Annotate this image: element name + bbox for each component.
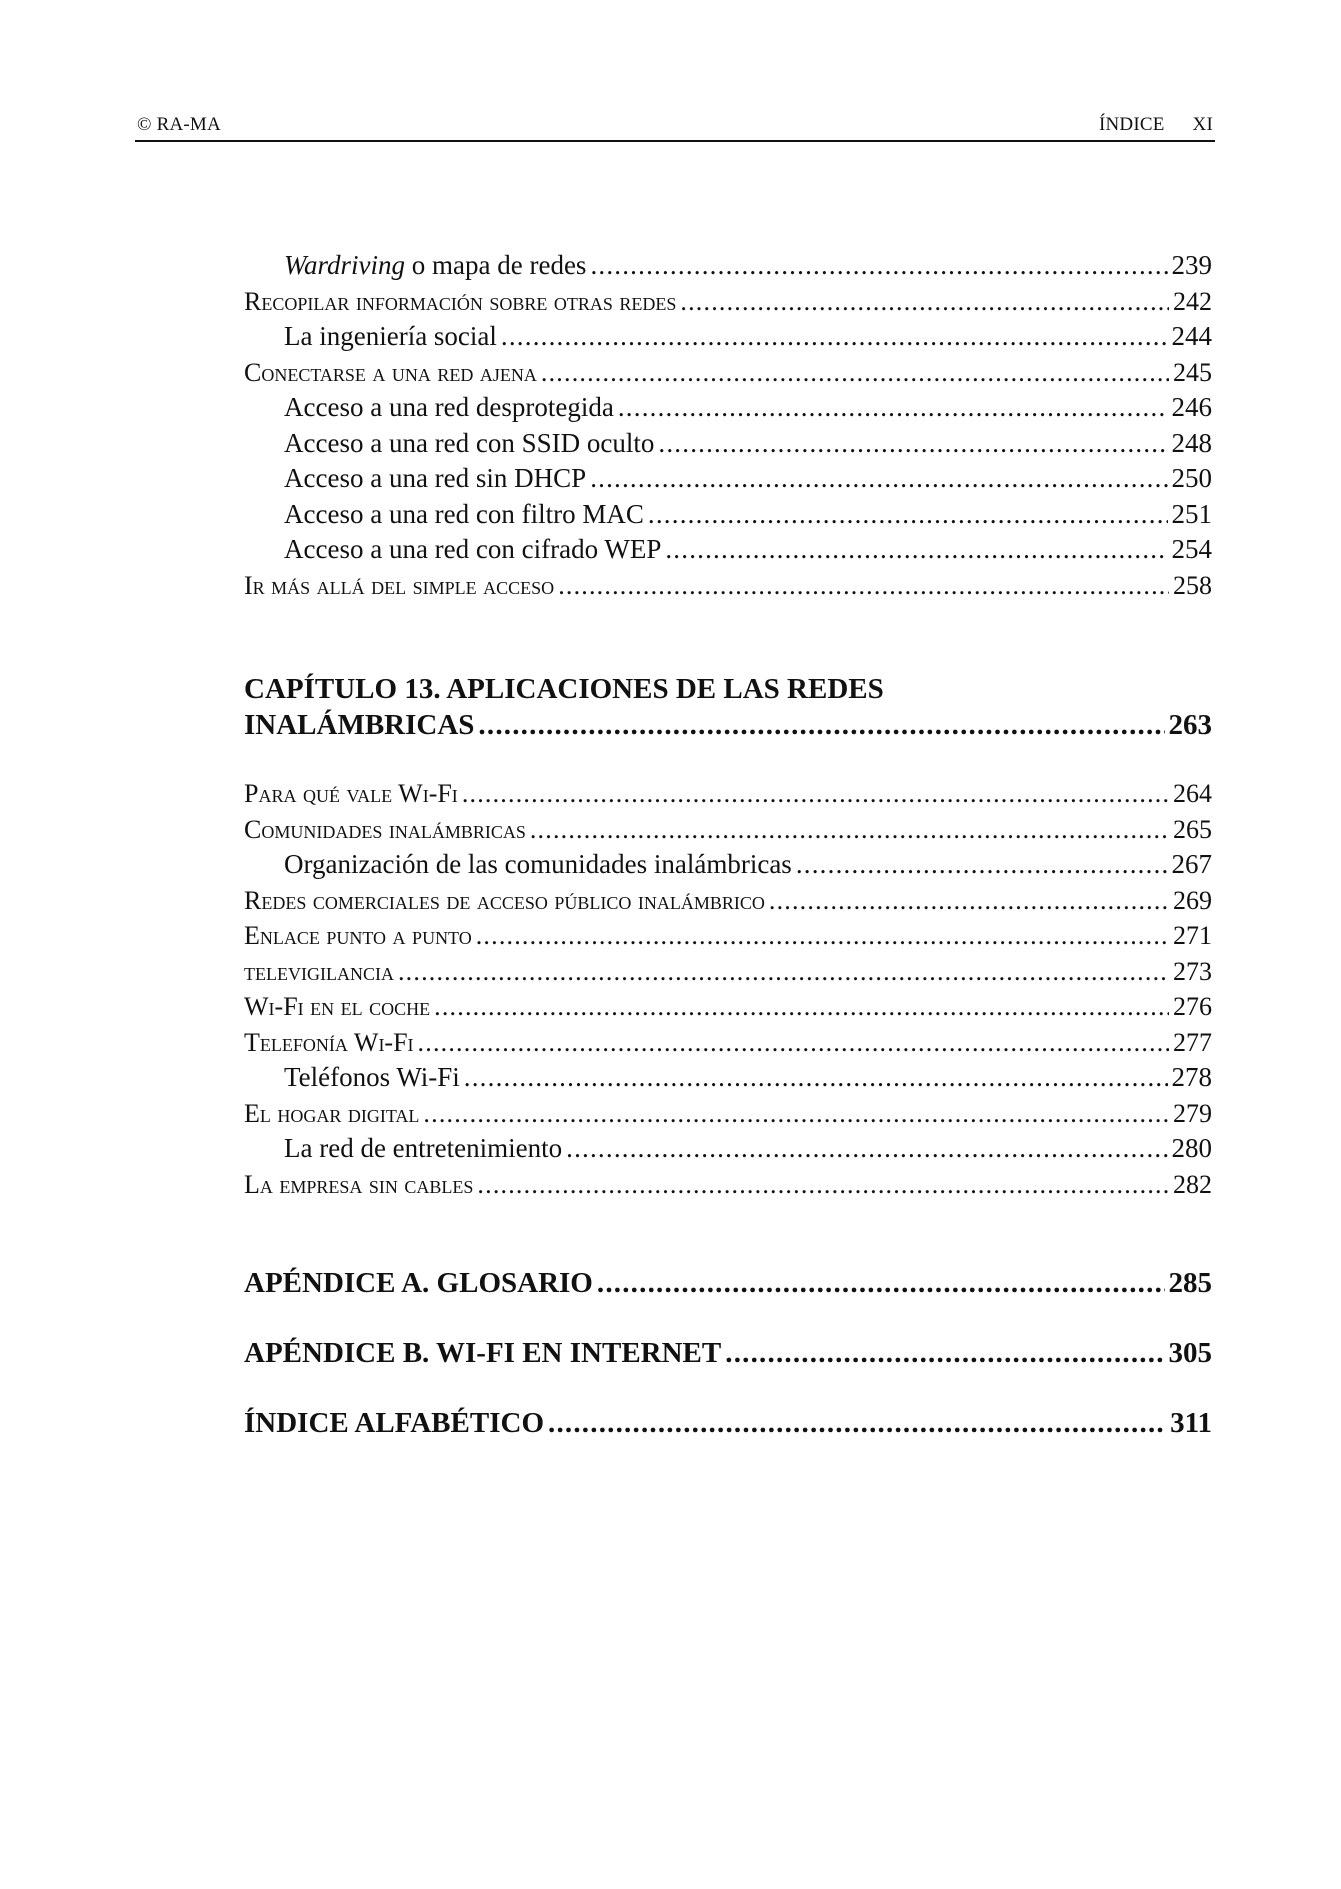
toc-entry-label: Para qué vale Wi-Fi — [244, 779, 458, 808]
toc-leader-dots — [590, 461, 1167, 497]
toc-leader-dots — [476, 918, 1169, 954]
toc-entry-label: La ingeniería social — [284, 321, 497, 351]
toc-leader-dots — [558, 568, 1169, 604]
toc-leader-dots — [541, 355, 1169, 391]
toc-entry-label: La red de entretenimiento — [284, 1133, 563, 1163]
toc-entry-label: televigilancia — [244, 956, 394, 986]
toc-entry-page: 305 — [1168, 1337, 1212, 1369]
chapter-title-text: INALÁMBRICAS — [244, 709, 475, 741]
publisher-mark: © RA-MA — [137, 114, 221, 135]
running-header — [135, 110, 1215, 142]
toc-entry-page: 280 — [1171, 1133, 1212, 1163]
toc-major-entry — [244, 1405, 1212, 1441]
toc-entry-page: 311 — [1170, 1407, 1212, 1439]
toc-entry-label: APÉNDICE A. GLOSARIO — [244, 1267, 593, 1299]
toc-entry-page: 250 — [1171, 463, 1212, 493]
toc-entry-page: 265 — [1173, 814, 1212, 844]
toc-entry[interactable] — [244, 883, 1212, 919]
toc-entry-label: Recopilar información sobre otras redes — [244, 286, 677, 316]
toc-entry-label: Enlace punto a punto — [244, 921, 472, 950]
toc-major-entry — [244, 1335, 1212, 1371]
toc-entry-page: 279 — [1173, 1098, 1212, 1128]
toc-entry[interactable] — [244, 847, 1212, 883]
toc-entry[interactable] — [244, 497, 1212, 533]
toc-entry-label: Acceso a una red con filtro MAC — [284, 498, 644, 529]
chapter-heading[interactable] — [244, 671, 1212, 743]
appendix-a[interactable] — [244, 1265, 1212, 1301]
toc-entry[interactable] — [244, 1096, 1212, 1132]
toc-entry[interactable] — [244, 532, 1212, 568]
toc-entry-page: 264 — [1173, 779, 1212, 808]
toc-leader-dots — [597, 1265, 1165, 1301]
toc-leader-dots — [464, 1060, 1168, 1096]
toc-entry[interactable] — [244, 989, 1212, 1025]
toc-entry-label: Teléfonos Wi-Fi — [284, 1062, 460, 1092]
toc-entry-label: Redes comerciales de acceso público inalámbrico — [244, 885, 765, 915]
toc-leader-dots — [665, 532, 1167, 568]
toc-leader-dots — [477, 1167, 1169, 1203]
toc-entry[interactable] — [244, 1131, 1212, 1167]
toc-leader-dots — [501, 319, 1168, 355]
toc-entry[interactable] — [244, 776, 1212, 812]
toc-leader-dots — [648, 497, 1168, 533]
toc-leader-dots — [618, 390, 1168, 426]
toc-entry-page: 246 — [1171, 392, 1212, 422]
toc-entry-label: Comunidades inalámbricas — [244, 814, 526, 844]
appendix-b[interactable] — [244, 1335, 1212, 1371]
toc-entry-page: 273 — [1173, 956, 1212, 986]
toc-entry[interactable] — [244, 390, 1212, 426]
toc-entry-page: 269 — [1173, 885, 1212, 915]
toc-entry-label: Acceso a una red con SSID oculto — [284, 427, 655, 458]
toc-entry-page: 271 — [1173, 921, 1212, 950]
toc-entry-page: 277 — [1173, 1027, 1212, 1057]
toc-entry-label: Acceso a una red con cifrado WEP — [284, 534, 662, 564]
toc-entry-page: 242 — [1173, 286, 1212, 316]
toc-entry-label: El hogar digital — [244, 1098, 420, 1128]
toc-entry-page: 239 — [1171, 250, 1212, 280]
toc-entry-page: 248 — [1171, 427, 1212, 458]
toc-entry[interactable] — [244, 1167, 1212, 1203]
toc-leader-dots — [423, 1096, 1169, 1132]
toc-entry-label: Organización de las comunidades inalámbricas — [284, 849, 792, 879]
toc-section-ch12 — [244, 248, 1212, 603]
toc-entry-label: Ir más allá del simple acceso — [244, 570, 555, 600]
toc-entry-label: Wardriving o mapa de redes — [284, 250, 587, 280]
toc-entry[interactable] — [244, 568, 1212, 604]
chapter-title-line2 — [244, 707, 1212, 743]
toc-entry[interactable] — [244, 1060, 1212, 1096]
toc-entry[interactable] — [244, 812, 1212, 848]
toc-entry-label: APÉNDICE B. WI-FI EN INTERNET — [244, 1337, 722, 1369]
toc-entry[interactable] — [244, 284, 1212, 320]
toc-entry[interactable] — [244, 1025, 1212, 1061]
toc-entry-page: 251 — [1171, 498, 1212, 529]
toc-entry-page: 258 — [1173, 570, 1212, 600]
toc-entry[interactable] — [244, 426, 1212, 462]
toc-leader-dots — [434, 989, 1169, 1025]
toc-entry-page: 245 — [1173, 357, 1212, 387]
header-page-number: XI — [1192, 114, 1213, 135]
toc-leader-dots — [590, 248, 1167, 284]
toc-entry-page: 267 — [1171, 849, 1212, 879]
toc-entry-page: 282 — [1173, 1169, 1212, 1199]
toc-leader-dots — [398, 954, 1169, 990]
toc-entry[interactable] — [244, 248, 1212, 284]
toc-entry[interactable] — [244, 355, 1212, 391]
toc-entry-page: 254 — [1171, 534, 1212, 564]
toc-leader-dots — [796, 847, 1168, 883]
toc-leader-dots — [680, 284, 1169, 320]
toc-entry-label: ÍNDICE ALFABÉTICO — [244, 1407, 544, 1439]
toc-leader-dots — [462, 776, 1169, 812]
toc-entry-label: Wi-Fi en el coche — [244, 992, 431, 1021]
toc-leader-dots — [566, 1131, 1167, 1167]
chapter-title-line1: CAPÍTULO 13. APLICACIONES DE LAS REDES — [244, 673, 884, 705]
toc-entry[interactable] — [244, 319, 1212, 355]
toc-entry-label: Acceso a una red sin DHCP — [284, 463, 587, 493]
toc-leader-dots — [418, 1025, 1169, 1061]
alphabetical-index[interactable] — [244, 1405, 1212, 1441]
toc-entry[interactable] — [244, 461, 1212, 497]
toc-leader-dots — [658, 426, 1167, 462]
toc-entry-label: Telefonía Wi-Fi — [244, 1027, 414, 1057]
toc-entry-page: 276 — [1173, 992, 1212, 1021]
toc-section-ch13 — [244, 776, 1212, 1202]
toc-leader-dots — [478, 707, 1164, 743]
toc-entry-label: Conectarse a una red ajena — [244, 357, 537, 387]
toc-entry-page: 285 — [1168, 1267, 1212, 1299]
toc-entry[interactable] — [244, 918, 1212, 954]
header-section-title: ÍNDICE — [1098, 114, 1165, 135]
toc-entry-label: La empresa sin cables — [244, 1169, 474, 1199]
toc-entry-page: 278 — [1171, 1062, 1212, 1092]
toc-major-entry — [244, 1265, 1212, 1301]
chapter-page: 263 — [1168, 709, 1212, 741]
toc-leader-dots — [725, 1335, 1164, 1371]
toc-entry-label: Acceso a una red desprotegida — [284, 392, 614, 422]
header-section — [1099, 110, 1213, 140]
toc-entry[interactable] — [244, 954, 1212, 990]
toc-entry-page: 244 — [1171, 321, 1212, 351]
toc-leader-dots — [548, 1405, 1166, 1441]
toc-leader-dots — [769, 883, 1169, 919]
toc-leader-dots — [530, 812, 1169, 848]
